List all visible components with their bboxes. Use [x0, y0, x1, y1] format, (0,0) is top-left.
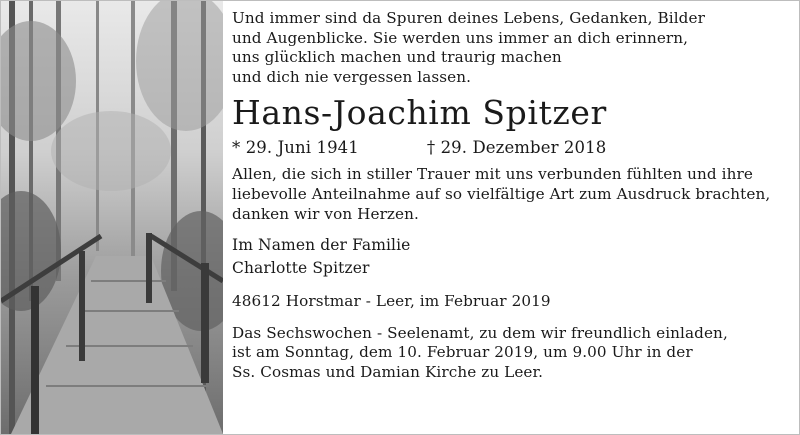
mass-line: Das Sechswochen - Seelenamt, zu dem wir freundlich einladen, [232, 323, 728, 342]
forest-boardwalk-illustration [1, 1, 223, 434]
thanks-line: liebevolle Anteilnahme auf so vielfältige Art zum Ausdruck brachten, [232, 184, 771, 203]
mass-line: ist am Sonntag, dem 10. Februar 2019, um 9.00 Uhr in der [232, 343, 693, 362]
obituary-text [232, 9, 788, 383]
mass-notice [232, 324, 788, 383]
forest-path-photo [1, 1, 223, 434]
poem-line: Und immer sind da Spuren deines Lebens, Gedanken, Bilder [232, 9, 705, 27]
thanks-line: danken wir von Herzen. [232, 204, 419, 223]
family-line: Im Namen der Familie [232, 236, 411, 255]
death-date: † 29. Dezember 2018 [426, 138, 607, 158]
life-dates [232, 137, 788, 159]
place-date: 48612 Horstmar - Leer, im Februar 2019 [232, 292, 551, 311]
poem-line: und dich nie vergessen lassen. [232, 67, 472, 86]
birth-date: * 29. Juni 1941 [232, 138, 359, 158]
poem-line: uns glücklich machen und traurig machen [232, 48, 562, 67]
thanks-text [232, 165, 788, 224]
thanks-line: Allen, die sich in stiller Trauer mit uns verbunden fühlten und ihre [232, 165, 753, 184]
family-signature [232, 234, 788, 280]
poem [232, 9, 788, 87]
family-line: Charlotte Spitzer [232, 259, 370, 278]
deceased-name: Hans-Joachim Spitzer [232, 93, 607, 133]
poem-line: und Augenblicke. Sie werden uns immer an dich erinnern, [232, 28, 689, 47]
mass-line: Ss. Cosmas und Damian Kirche zu Leer. [232, 362, 544, 381]
